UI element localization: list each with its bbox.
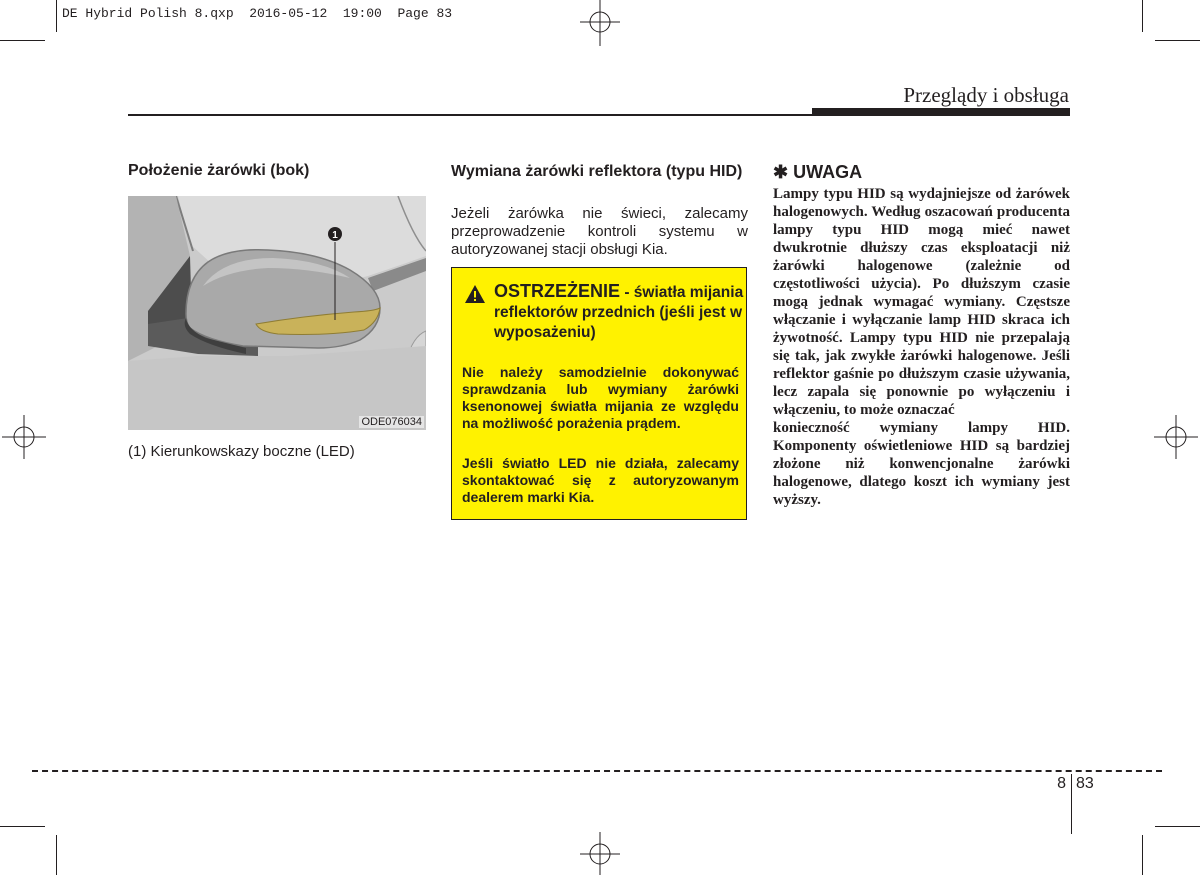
- note-paragraph: konieczność wymiany lampy HID. Komponenty oświetleniowe HID są bardziej złożone niż konwencjonalne żarówki halogenowe, dlatego koszt ich wymiany jest wyższy.: [773, 420, 1070, 508]
- warning-triangle-icon: [464, 284, 486, 304]
- registration-mark-right: [1154, 414, 1200, 460]
- side-mirror-illustration: [128, 196, 426, 430]
- section-body-text: Jeżeli żarówka nie świeci, zalecamy przeprowadzenie kontroli systemu w autoryzowanej stacji obsługi Kia.: [451, 205, 748, 258]
- registration-mark-bottom: [577, 830, 623, 875]
- section-heading-hid-replacement: Wymiana żarówki reflektora (typu HID): [451, 163, 743, 180]
- note-heading: ✱ UWAGA: [773, 162, 863, 182]
- callout-number: 1: [332, 230, 338, 241]
- page-number: 83: [1076, 775, 1094, 792]
- header-rule-bar: [812, 108, 1070, 116]
- warning-title-sub: - światła mijania reflektorów przednich (jeśli jest w wyposażeniu): [494, 284, 744, 341]
- crop-mark: [56, 835, 57, 875]
- folio-divider: [1071, 774, 1072, 834]
- footer-dotted-rule: [32, 770, 1162, 772]
- crop-mark: [56, 0, 57, 32]
- note-paragraph: Lampy typu HID są wydajniejsze od żarówek halogenowych. Według oszacowań producenta lampy typu HID mogą mieć nawet dwukrotnie dłuższy czas eksploatacji niż żarówki halogenowe (zależnie od częstotliwości użycia). Po dłuższym czasie mogą jednak wymagać wymiany. Częstsze włączanie i wyłączanie lamp HID skraca ich żywotność. Lampy typu HID nie przepalają się tak, jak zwykłe żarówki halogenowe. Jeśli reflektor gaśnie po dłuższym czasie używania, lecz zapala się ponownie po wyłączeniu i włączeniu, to może oznaczać: [773, 186, 1070, 418]
- warning-box: [451, 267, 747, 520]
- warning-text-led: Jeśli światło LED nie działa, zalecamy skontaktować się z autoryzowanym dealerem marki Kia.: [462, 455, 739, 505]
- figure-caption: (1) Kierunkowskazy boczne (LED): [128, 443, 355, 460]
- crop-mark: [1155, 826, 1200, 827]
- crop-mark: [0, 40, 45, 41]
- print-slug: DE Hybrid Polish 8.qxp 2016-05-12 19:00 Page 83: [62, 6, 453, 21]
- crop-mark: [1142, 0, 1143, 32]
- chapter-number: 8: [1057, 775, 1066, 792]
- note-body: [773, 185, 1070, 509]
- crop-mark: [1155, 40, 1200, 41]
- warning-text-shock: Nie należy samodzielnie dokonywać sprawdzania lub wymiany żarówki ksenonowej światła mijania ze względu na możliwość porażenia prądem.: [462, 364, 739, 431]
- registration-mark-top: [577, 0, 623, 48]
- section-heading-bulb-position: Położenie żarówki (bok): [128, 162, 310, 179]
- running-head: Przeglądy i obsługa: [903, 83, 1069, 107]
- side-mirror-drawing: [128, 196, 426, 430]
- crop-mark: [1142, 835, 1143, 875]
- figure-code: ODE076034: [361, 416, 422, 428]
- registration-mark-left: [0, 414, 46, 460]
- warning-title-main: OSTRZEŻENIE: [494, 281, 621, 301]
- crop-mark: [0, 826, 45, 827]
- warning-title: [494, 282, 744, 342]
